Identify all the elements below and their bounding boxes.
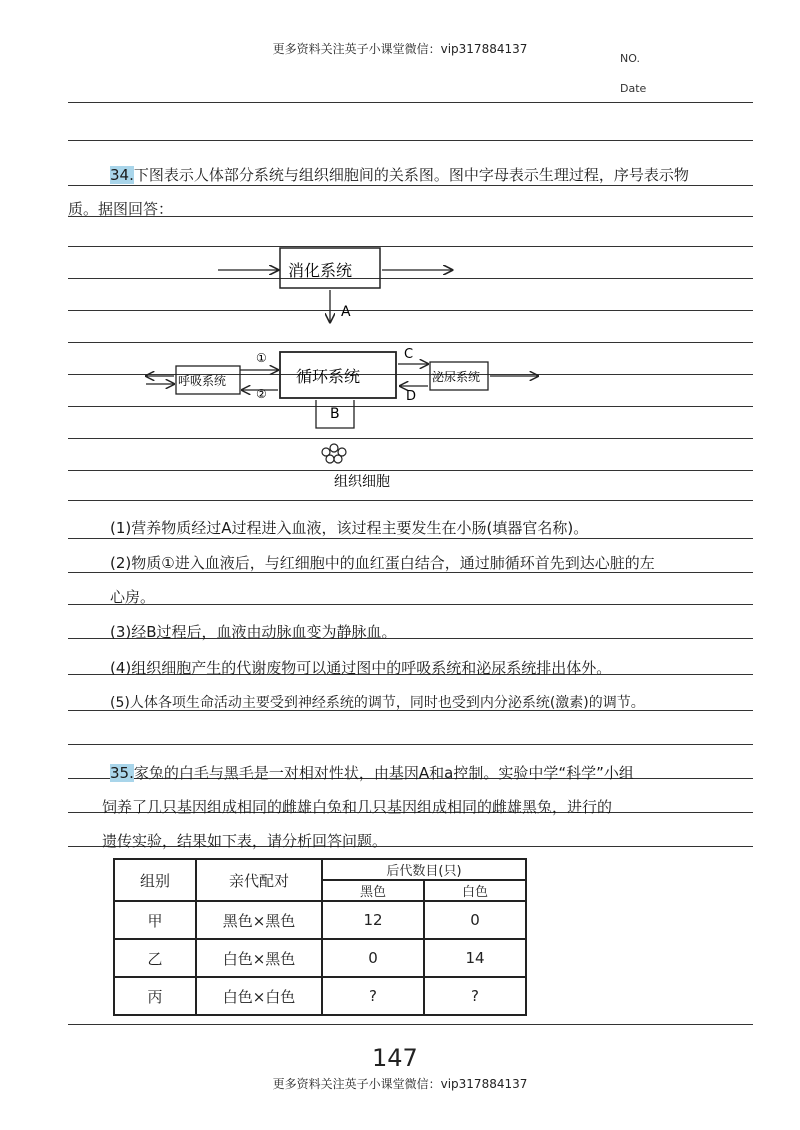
header-white: 白色 [424,880,526,901]
header-watermark: 更多资料关注英子小课堂微信：vip317884137 [272,42,528,56]
q35-line-1: 35.家兔的白毛与黑毛是一对相对性状，由基因A和a控制。实验中学“科学”小组 [110,764,634,782]
respiratory-label: 呼吸系统 [178,374,227,388]
q34-answer-3: (3)经B过程后，血液由动脉血变为静脉血。 [110,623,397,641]
header-black: 黑色 [322,880,424,901]
q35-line-3: 遗传实验，结果如下表，请分析回答问题。 [102,832,388,850]
genetics-table [113,858,527,1016]
q35-line-2: 饲养了几只基因组成相同的雌雄白兔和几只基因组成相同的雌雄黑兔，进行的 [102,798,613,816]
no-label: NO. [620,52,640,65]
table-row: 丙 白色×白色 ? ? [114,977,526,1015]
table-row: 甲 黑色×黑色 12 0 [114,901,526,939]
process-c: C [404,347,414,362]
q34-answer-5: (5)人体各项生命活动主要受到神经系统的调节，同时也受到内分泌系统(激素)的调节。 [110,695,645,711]
digestive-label: 消化系统 [288,261,353,280]
page-number: 147 [372,1044,418,1072]
q34-line-2: 质。据图回答： [68,200,174,218]
footer-watermark: 更多资料关注英子小课堂微信：vip317884137 [272,1077,528,1091]
date-label: Date [620,82,647,95]
table-row: 乙 白色×黑色 0 14 [114,939,526,977]
header-parents: 亲代配对 [196,859,322,901]
q34-answer-4: (4)组织细胞产生的代谢废物可以通过图中的呼吸系统和泌尿系统排出体外。 [110,659,612,677]
circulatory-label: 循环系统 [296,367,361,386]
urinary-label: 泌尿系统 [432,370,481,384]
header-group: 组别 [114,859,196,901]
substance-1: ① [256,351,267,365]
q35-number: 35. [110,764,134,782]
header-offspring: 后代数目(只) [322,859,526,880]
q34-number: 34. [110,166,134,184]
substance-2: ② [256,387,267,401]
tissue-label: 组织细胞 [334,474,390,490]
process-a: A [341,304,351,320]
q34-answer-2b: 心房。 [110,588,156,606]
systems-diagram [0,0,800,500]
q34-answer-2: (2)物质①进入血液后，与红细胞中的血红蛋白结合，通过肺循环首先到达心脏的左 [110,554,655,572]
process-b: B [330,406,340,422]
q34-line-1: 34.下图表示人体部分系统与组织细胞间的关系图。图中字母表示生理过程，序号表示物 [110,166,689,184]
process-d: D [406,389,417,404]
q34-answer-1: (1)营养物质经过A过程进入血液，该过程主要发生在小肠(填器官名称)。 [110,519,589,537]
